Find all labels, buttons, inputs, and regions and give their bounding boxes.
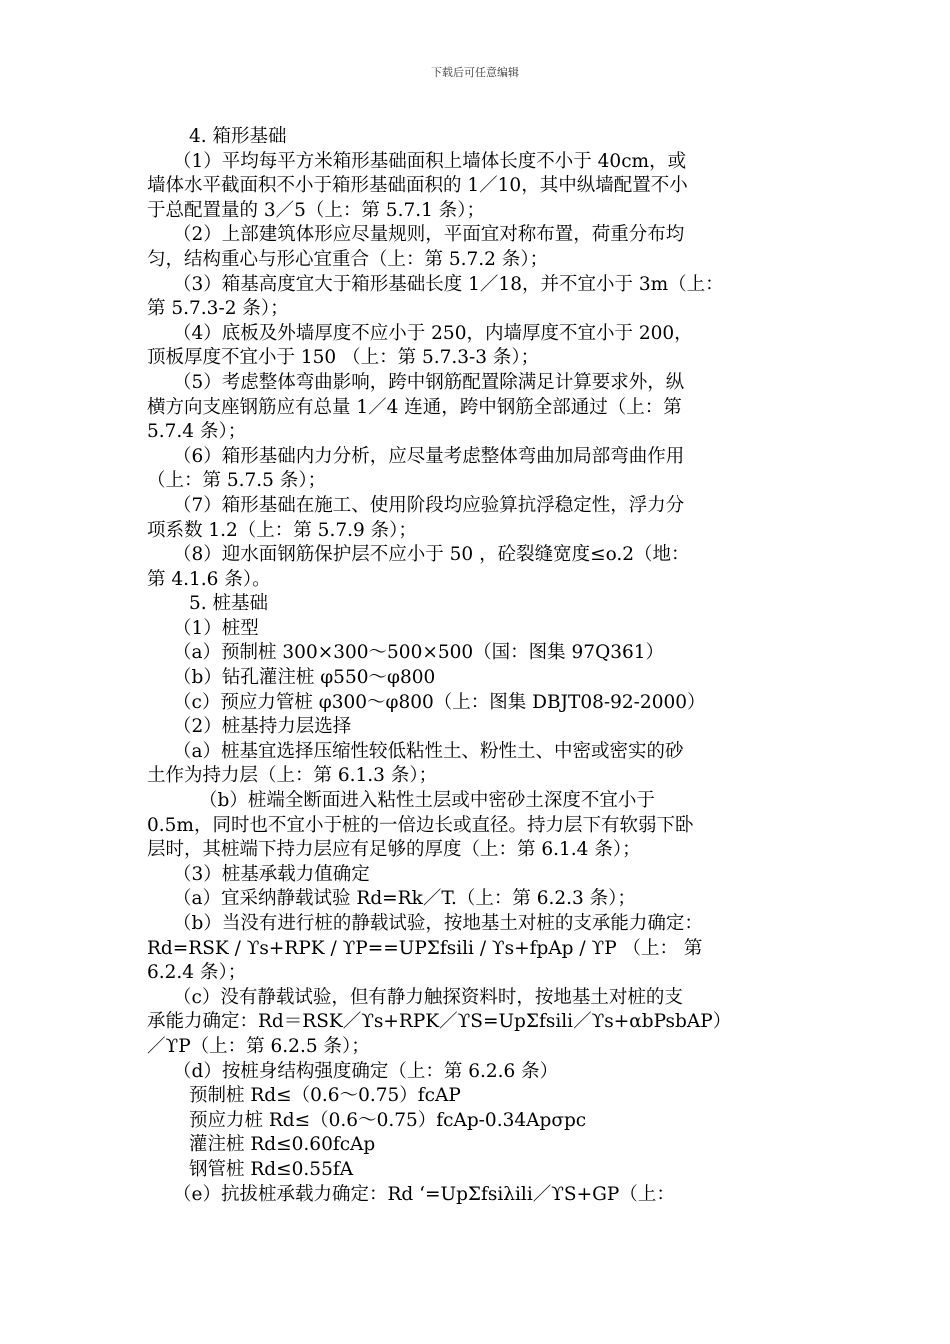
- text-line: Rd=RSK / ϒs+RPK / ϒP==UPΣfsili / ϒs+fpAp / ϒP （上： 第: [147, 937, 703, 959]
- text-line: （c）没有静载试验，但有静力触探资料时，按地基土对桩的支: [173, 986, 683, 1008]
- text-line: （6）箱形基础内力分析，应尽量考虑整体弯曲加局部弯曲作用: [173, 445, 685, 467]
- text-line: （上：第 5.7.5 条）；: [147, 470, 327, 492]
- text-line: 5.7.4 条）；: [147, 421, 247, 443]
- text-line: （a）桩基宜选择压缩性较低粘性土、粉性土、中密或密实的砂: [173, 740, 684, 762]
- page-header-note: 下载后可任意编辑: [431, 66, 519, 79]
- text-line: 6.2.4 条）；: [147, 962, 247, 984]
- text-line: 项系数 1.2（上：第 5.7.9 条）；: [147, 519, 417, 541]
- text-line: 预制桩 Rd≤（0.6～0.75）fcAP: [189, 1085, 461, 1107]
- text-line: 第 4.1.6 条）。: [147, 568, 271, 590]
- text-line: （1）平均每平方米箱形基础面积上墙体长度不小于 40cm，或: [173, 150, 687, 172]
- text-line: 层时，其桩端下持力层应有足够的厚度（上：第 6.1.4 条）；: [147, 839, 641, 861]
- text-line: 顶板厚度不宜小于 150 （上：第 5.7.3-3 条）；: [147, 347, 540, 369]
- text-line: （d）按桩身结构强度确定（上：第 6.2.6 条）: [173, 1060, 559, 1082]
- text-line: （2）上部建筑体形应尽量规则，平面宜对称布置，荷重分布均: [173, 224, 685, 246]
- text-line: 土作为持力层（上：第 6.1.3 条）；: [147, 765, 438, 787]
- text-line: 墙体水平截面积不小于箱形基础面积的 1／10，其中纵墙配置不小: [147, 175, 688, 197]
- text-line: （e）抗拔桩承载力确定：Rd ‘=UpΣfsiλili／ϒS+GP（上：: [173, 1183, 675, 1205]
- text-line: （5）考虑整体弯曲影响，跨中钢筋配置除满足计算要求外，纵: [173, 371, 685, 393]
- text-line: 横方向支座钢筋应有总量 1／4 连通，跨中钢筋全部通过（上：第: [147, 396, 682, 418]
- text-line: 灌注桩 Rd≤0.60fcAp: [189, 1134, 376, 1156]
- text-line: （b）桩端全断面进入粘性土层或中密砂土深度不宜小于: [199, 790, 655, 812]
- text-line: （7）箱形基础在施工、使用阶段均应验算抗浮稳定性，浮力分: [173, 494, 685, 516]
- text-line: 0.5m，同时也不宜小于桩的一倍边长或直径。持力层下有软弱下卧: [147, 814, 694, 836]
- text-line: （4）底板及外墙厚度不应小于 250，内墙厚度不宜小于 200，: [173, 322, 693, 344]
- text-line: （a）预制桩 300×300～500×500（国：图集 97Q361）: [173, 642, 665, 664]
- text-line: （b）当没有进行桩的静载试验，按地基土对桩的支承能力确定：: [173, 913, 703, 934]
- text-line: （3）桩基承载力值确定: [173, 863, 370, 885]
- text-line: （a）宜采纳静载试验 Rd=Rk／T.（上：第 6.2.3 条）；: [173, 888, 636, 910]
- text-line: 匀，结构重心与形心宜重合（上：第 5.7.2 条）；: [147, 248, 549, 270]
- text-line: （1）桩型: [173, 617, 259, 639]
- text-line: 第 5.7.3-2 条）；: [147, 298, 289, 320]
- document-body: [147, 125, 815, 1207]
- text-line: 于总配置量的 3／5（上：第 5.7.1 条）；: [147, 199, 486, 221]
- text-line: 4. 箱形基础: [189, 126, 287, 147]
- text-line: 承能力确定：Rd＝RSK／ϒs+RPK／ϒS=UpΣfsili／ϒs+αbPsbAP）: [147, 1011, 732, 1033]
- text-line: （2）桩基持力层选择: [173, 716, 352, 738]
- text-line: （3）箱基高度宜大于箱形基础长度 1／18，并不宜小于 3m（上：: [173, 273, 724, 295]
- text-line: 5. 桩基础: [189, 593, 269, 615]
- text-line: ／ϒP（上：第 6.2.5 条）；: [147, 1035, 370, 1057]
- text-line: 预应力桩 Rd≤（0.6～0.75）fcAp-0.34Apσpc: [189, 1109, 587, 1131]
- text-line: （8）迎水面钢筋保护层不应小于 50 ，砼裂缝宽度≤o.2（地：: [173, 544, 690, 566]
- text-line: 钢管桩 Rd≤0.55fA: [189, 1158, 354, 1180]
- text-line: （c）预应力管桩 φ300～φ800（上：图集 DBJT08-92-2000）: [173, 691, 706, 713]
- text-line: （b）钻孔灌注桩 φ550～φ800: [173, 667, 436, 689]
